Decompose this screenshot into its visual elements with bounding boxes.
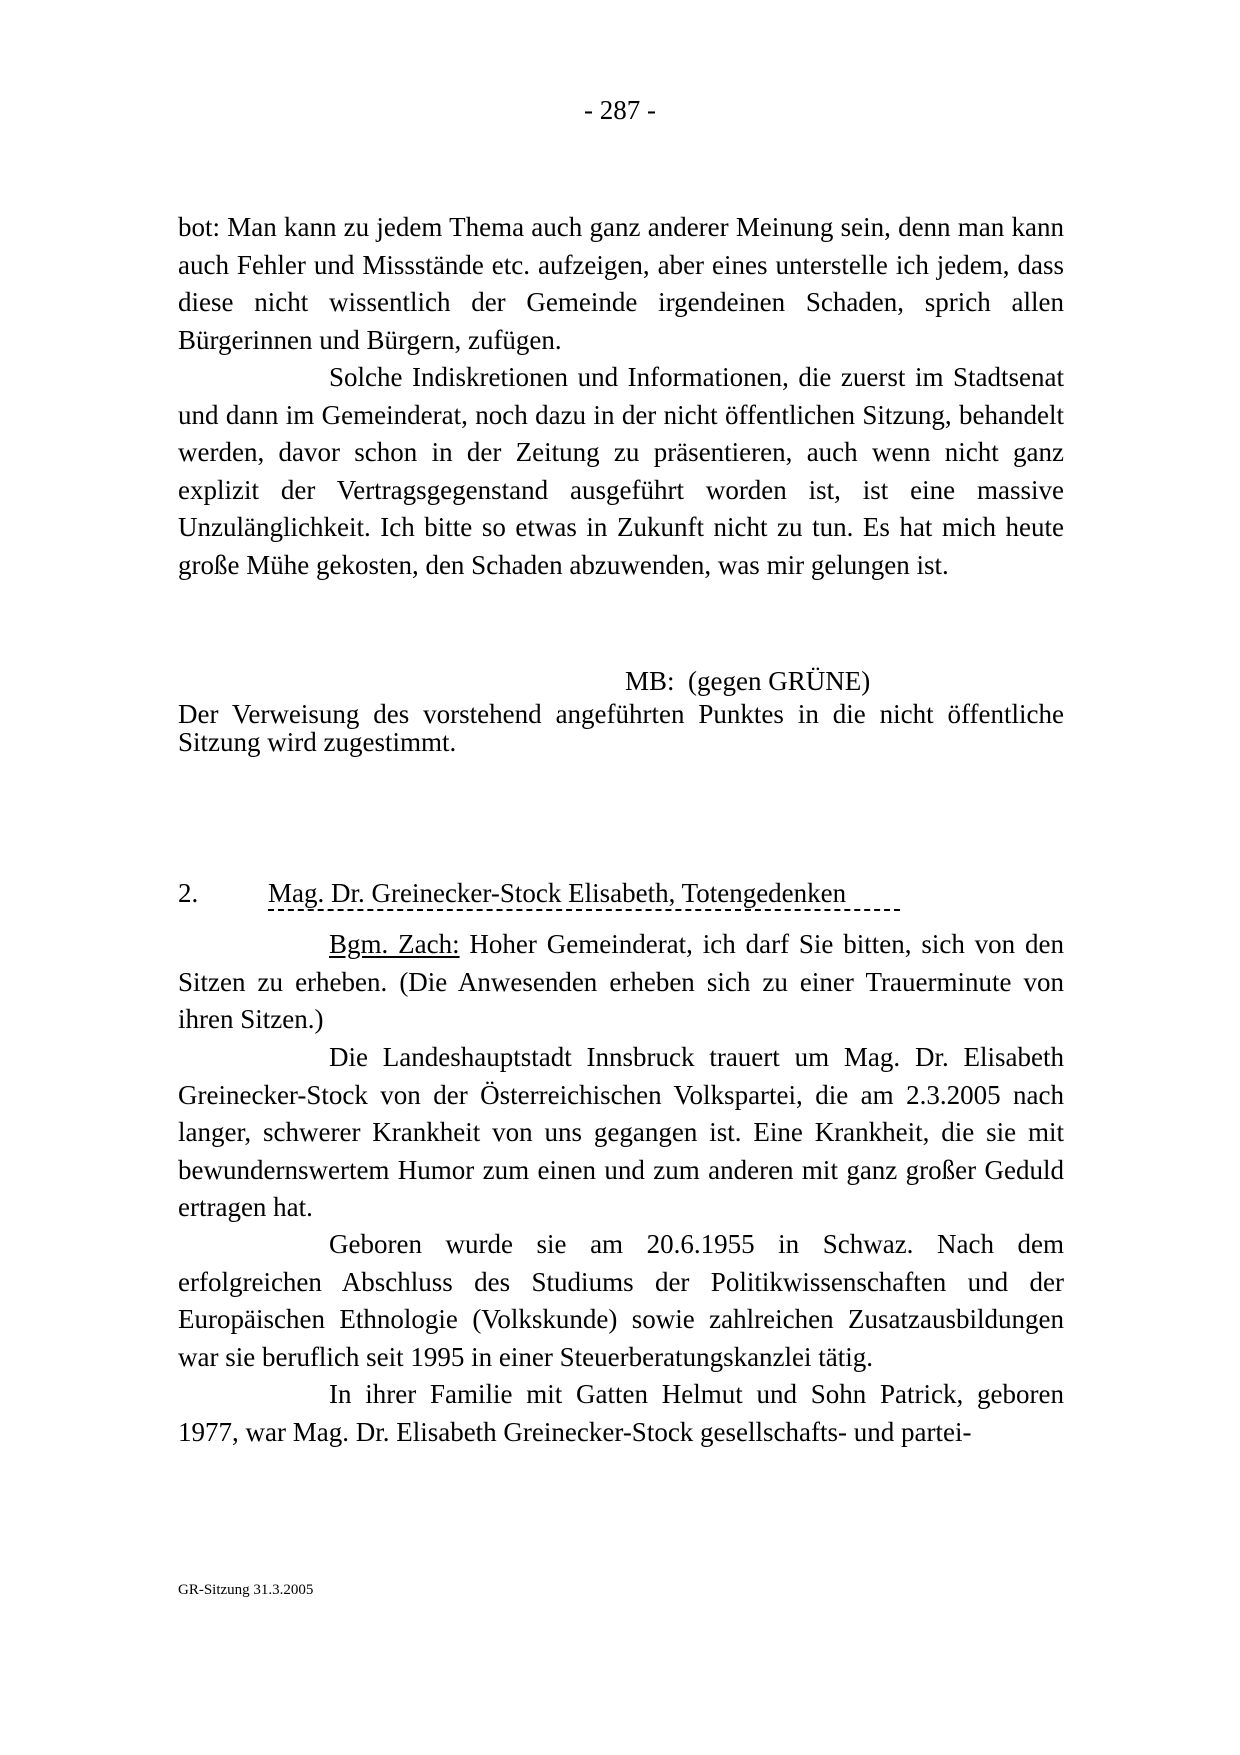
resolution-mb-line: MB: (gegen GRÜNE)	[625, 666, 871, 696]
speech-paragraph-3: Geboren wurde sie am 20.6.1955 in Schwaz. Nach dem erfolgreichen Abschluss des Studiums der Politikwissenschaften und der Europäischen Ethnologie (Volkskunde) sowie zahlreichen Zusatzausbildungen war sie beruflich seit 1995 in einer Steuerberatungskanzlei tätig.	[178, 1229, 1064, 1372]
agenda-item-number: 2.	[178, 878, 199, 908]
speaker-name: Bgm. Zach:	[329, 929, 460, 959]
resolution-text: Der Verweisung des vorstehend angeführten Punktes in die nicht öffentliche Sitzung wird zugestimmt.	[178, 699, 1064, 757]
page-number: - 287 -	[584, 95, 656, 125]
paragraph-continuation: bot: Man kann zu jedem Thema auch ganz anderer Meinung sein, denn man kann auch Fehler und Missstände etc. aufzeigen, aber eines unterstelle ich jedem, dass diese nicht wissentlich der Gemeinde irgendeinen Schaden, sprich allen Bürgerinnen und Bürgern, zufügen.	[178, 212, 1064, 355]
speech-paragraph-4: In ihrer Familie mit Gatten Helmut und Sohn Patrick, geboren 1977, war Mag. Dr. Elisabeth Greinecker-Stock gesellschafts- und partei-	[178, 1379, 1064, 1447]
dashed-rule	[268, 909, 900, 911]
agenda-item-dashed-underline	[268, 903, 900, 917]
paragraph-indiscretions: Solche Indiskretionen und Informationen, die zuerst im Stadtsenat und dann im Gemeinderat, noch dazu in der nicht öffentlichen Sitzung, behandelt werden, davor schon in der Zeitung zu präsentieren, auch wenn nicht ganz explizit der Vertragsgegenstand ausgeführt worden ist, ist eine massive Unzulänglichkeit. Ich bitte so etwas in Zukunft nicht zu tun. Es hat mich heute große Mühe gekosten, den Schaden abzuwenden, was mir gelungen ist.	[178, 362, 1064, 580]
speech-paragraph-1	[178, 926, 1064, 1039]
speech-paragraph-2: Die Landeshauptstadt Innsbruck trauert um Mag. Dr. Elisabeth Greinecker-Stock von der Österreichischen Volkspartei, die am 2.3.2005 nach langer, schwerer Krankheit von uns gegangen ist. Eine Krankheit, die sie mit bewundernswertem Humor zum einen und zum anderen mit ganz großer Geduld ertragen hat.	[178, 1042, 1064, 1222]
speech-text-1: Hoher Gemeinderat, ich darf Sie bitten, sich von den Sitzen zu erheben. (Die Anwesenden erheben sich zu einer Trauerminute von ihren Sitzen.)	[178, 929, 1064, 1034]
agenda-item-title: Mag. Dr. Greinecker-Stock Elisabeth, Totengedenken	[268, 878, 847, 908]
footer-session-date: GR-Sitzung 31.3.2005	[178, 1582, 314, 1598]
